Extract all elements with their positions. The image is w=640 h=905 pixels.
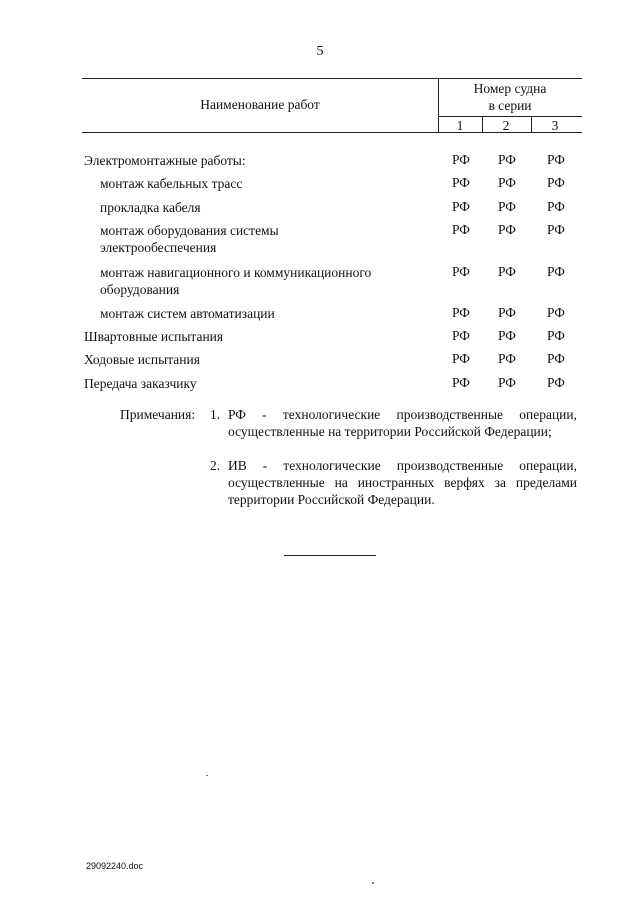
note-number: 1. — [210, 407, 221, 422]
row-value-2: РФ — [498, 264, 516, 279]
row-name: Ходовые испытания — [84, 352, 200, 367]
row-name-line2: оборудования — [100, 282, 180, 297]
row-value-2: РФ — [498, 199, 516, 214]
row-value-1: РФ — [452, 199, 470, 214]
row-value-1: РФ — [452, 375, 470, 390]
row-value-3: РФ — [547, 264, 565, 279]
note-item-2 — [210, 457, 577, 508]
note-text: РФ - технологические производственные операции, осуществленные на территории Российской Федерации; — [228, 407, 577, 439]
note-item-1 — [210, 406, 577, 440]
row-value-3: РФ — [547, 328, 565, 343]
row-name — [100, 222, 279, 256]
row-value-3: РФ — [547, 152, 565, 167]
note-text: ИВ - технологические производственные операции, осуществленные на иностранных верфях за пределами территории Российской Федерации. — [228, 458, 577, 507]
row-value-1: РФ — [452, 328, 470, 343]
row-value-3: РФ — [547, 175, 565, 190]
header-inner-rule — [438, 116, 582, 117]
ship-number-header — [438, 80, 582, 114]
row-value-1: РФ — [452, 175, 470, 190]
row-value-3: РФ — [547, 375, 565, 390]
row-name-line1: монтаж оборудования системы — [100, 223, 279, 238]
row-name — [100, 264, 371, 298]
row-value-2: РФ — [498, 175, 516, 190]
row-value-2: РФ — [498, 351, 516, 366]
row-name: Передача заказчику — [84, 376, 197, 391]
row-value-1: РФ — [452, 351, 470, 366]
row-value-3: РФ — [547, 351, 565, 366]
end-separator-line — [284, 555, 376, 556]
row-value-2: РФ — [498, 328, 516, 343]
column-header-1: 1 — [456, 118, 464, 133]
works-column-header: Наименование работ — [200, 97, 320, 112]
footer-filename: 29092240.doc — [86, 861, 144, 871]
row-name: прокладка кабеля — [100, 200, 201, 215]
row-value-3: РФ — [547, 222, 565, 237]
row-value-1: РФ — [452, 152, 470, 167]
note-number: 2. — [210, 458, 221, 473]
page-number: 5 — [316, 44, 324, 59]
row-value-2: РФ — [498, 152, 516, 167]
row-name-line2: электрообеспечения — [100, 240, 217, 255]
row-value-1: РФ — [452, 222, 470, 237]
column-header-2: 2 — [502, 118, 510, 133]
scan-speck — [206, 775, 208, 776]
row-value-2: РФ — [498, 305, 516, 320]
row-value-1: РФ — [452, 305, 470, 320]
row-value-3: РФ — [547, 305, 565, 320]
ship-number-header-line1: Номер судна — [473, 81, 547, 96]
row-value-3: РФ — [547, 199, 565, 214]
row-name: Электромонтажные работы: — [84, 153, 246, 168]
table-top-rule — [82, 78, 582, 79]
scan-speck — [372, 882, 374, 884]
row-name: монтаж кабельных трасс — [100, 176, 243, 191]
notes-label: Примечания: — [120, 407, 196, 422]
ship-number-header-line2: в серии — [488, 98, 532, 113]
row-name: Швартовные испытания — [84, 329, 224, 344]
row-value-2: РФ — [498, 222, 516, 237]
row-value-2: РФ — [498, 375, 516, 390]
row-name: монтаж систем автоматизации — [100, 306, 275, 321]
row-name-line1: монтаж навигационного и коммуникационного — [100, 265, 372, 280]
column-header-3: 3 — [551, 118, 559, 133]
row-value-1: РФ — [452, 264, 470, 279]
